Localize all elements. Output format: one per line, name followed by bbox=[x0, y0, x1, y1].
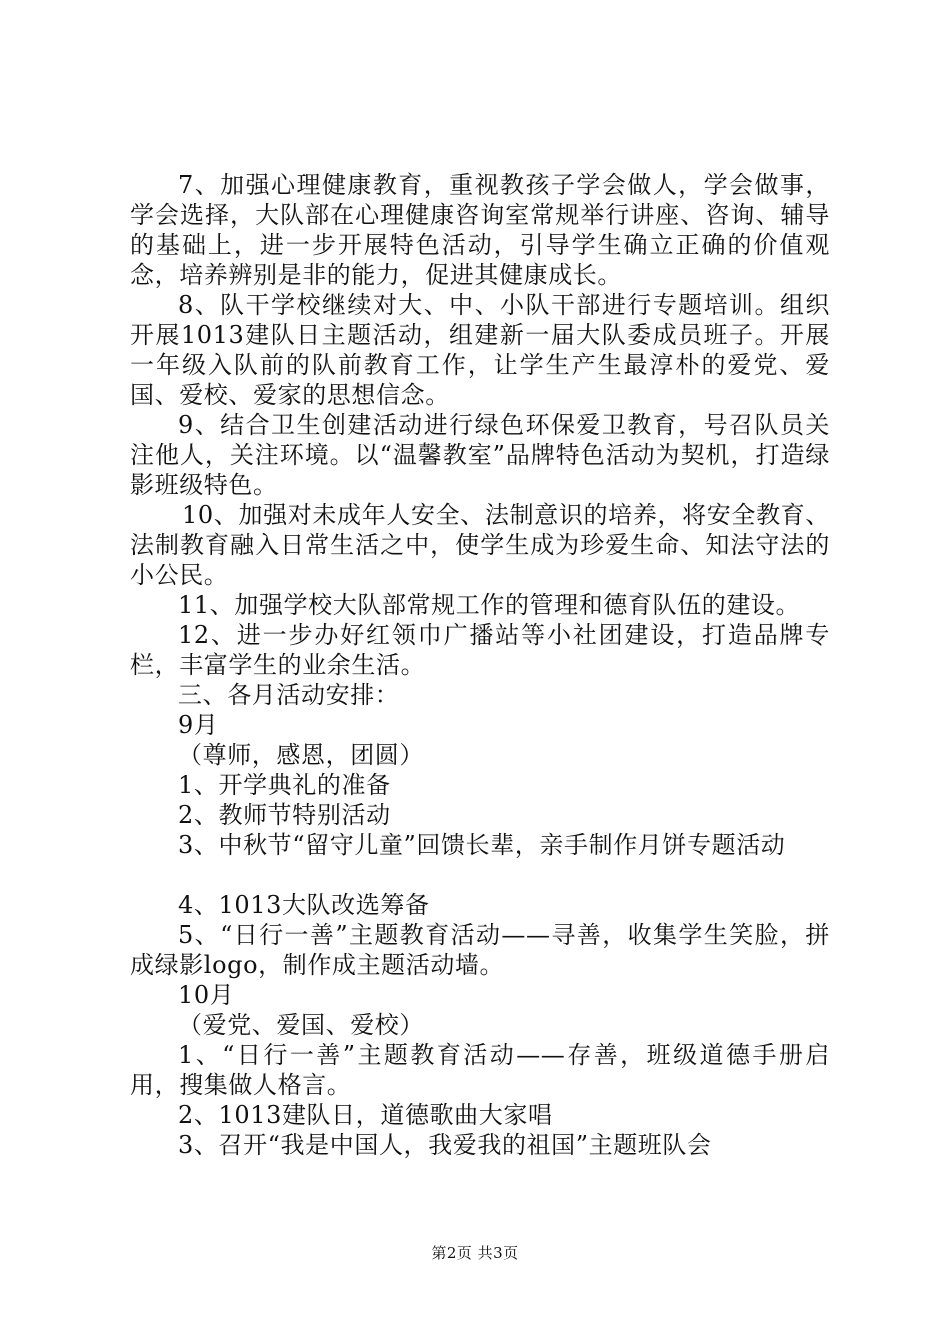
september-item-5: 5、“日行一善”主题教育活动——寻善，收集学生笑脸，拼成绿影logo，制作成主题活动墙。 bbox=[130, 921, 830, 979]
section-3-heading: 三、各月活动安排： bbox=[178, 681, 400, 709]
page-number-footer: 第2页 共3页 bbox=[431, 1244, 519, 1262]
october-item-2: 2、1013建队日，道德歌曲大家唱 bbox=[178, 1101, 553, 1129]
document-body bbox=[130, 170, 830, 1160]
paragraph-9: 9、结合卫生创建活动进行绿色环保爱卫教育，号召队员关注他人，关注环境。以“温馨教室”品牌特色活动为契机，打造绿影班级特色。 bbox=[130, 411, 830, 499]
blank-line bbox=[130, 860, 830, 890]
paragraph-7: 7、加强心理健康教育，重视教孩子学会做人，学会做事，学会选择，大队部在心理健康咨询室常规举行讲座、咨询、辅导的基础上，进一步开展特色活动，引导学生确立正确的价值观念，培养辨别是非的能力，促进其健康成长。 bbox=[130, 171, 830, 289]
paragraph-12: 12、进一步办好红领巾广播站等小社团建设，打造品牌专栏，丰富学生的业余生活。 bbox=[130, 621, 830, 679]
september-theme: （尊师，感恩，团圆） bbox=[178, 741, 424, 769]
october-item-3: 3、召开“我是中国人，我爱我的祖国”主题班队会 bbox=[178, 1131, 712, 1159]
paragraph-8: 8、队干学校继续对大、中、小队干部进行专题培训。组织开展1013建队日主题活动，组建新一届大队委成员班子。开展一年级入队前的队前教育工作，让学生产生最淳朴的爱党、爱国、爱校、爱家的思想信念。 bbox=[130, 291, 830, 409]
october-item-1: 1、“日行一善”主题教育活动——存善，班级道德手册启用，搜集做人格言。 bbox=[130, 1041, 830, 1099]
september-item-3: 3、中秋节“留守儿童”回馈长辈，亲手制作月饼专题活动 bbox=[178, 831, 786, 859]
paragraph-10: 10、加强对未成年人安全、法制意识的培养，将安全教育、法制教育融入日常生活之中，使学生成为珍爱生命、知法守法的小公民。 bbox=[130, 501, 830, 589]
september-item-2: 2、教师节特别活动 bbox=[178, 801, 391, 829]
month-october: 10月 bbox=[178, 981, 235, 1009]
september-item-4: 4、1013大队改选筹备 bbox=[178, 891, 430, 919]
october-theme: （爱党、爱国、爱校） bbox=[178, 1011, 424, 1039]
month-september: 9月 bbox=[178, 711, 219, 739]
paragraph-11: 11、加强学校大队部常规工作的管理和德育队伍的建设。 bbox=[178, 591, 801, 619]
september-item-1: 1、开学典礼的准备 bbox=[178, 771, 391, 799]
